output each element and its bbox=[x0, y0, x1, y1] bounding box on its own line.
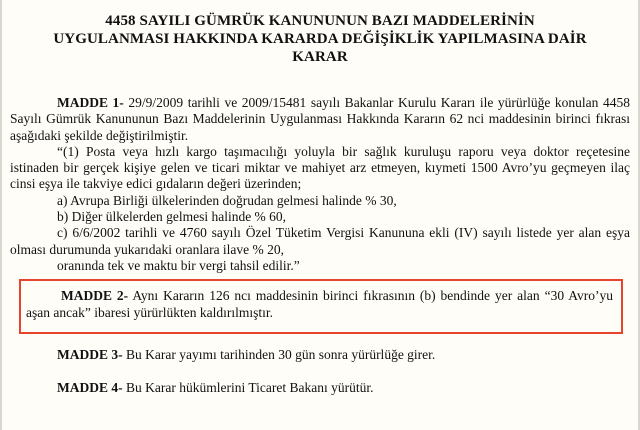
madde-1-label: MADDE 1- bbox=[57, 95, 124, 110]
paragraph-fikra-1: “(1) Posta veya hızlı kargo taşımacılığı yoluyla bir sağlık kuruluşu raporu veya doktor reçetesine istinaden bir gerçek kişiye gelen ve ticari miktar ve mahiyet arz etmeyen, kıymeti 1500 Avro’yu geçmeyen ilaç cinsi eşya ile takviye edici gıdaların değeri üzerinden; bbox=[10, 143, 630, 192]
paragraph-bent-c: c) 6/6/2002 tarihli ve 4760 sayılı Özel Tüketim Vergisi Kanununa ekli (IV) sayılı listede yer alan eşya olması durumunda yukarıdaki oranlara ilave % 20, bbox=[10, 225, 630, 257]
highlight-box bbox=[19, 279, 623, 334]
title-line-3: KARAR bbox=[292, 49, 348, 65]
madde-2-label: MADDE 2- bbox=[61, 288, 129, 304]
paragraph-madde-3 bbox=[10, 347, 630, 363]
madde-1-text: 29/9/2009 tarihli ve 2009/15481 sayılı Bakanlar Kurulu Kararı ile yürürlüğe konulan 4458 Sayılı Gümrük Kanununun Bazı Maddelerinin Uygulanması Hakkında Kararın 62 nci maddesinin birinci fıkrası aşağıdaki şekilde değiştirilmiştir. bbox=[10, 95, 630, 143]
madde-4-text: Bu Karar hükümlerini Ticaret Bakanı yürütür. bbox=[122, 380, 374, 396]
document-title bbox=[2, 12, 638, 66]
madde-2-text: Aynı Kararın 126 ncı maddesinin birinci fıkrasının (b) bendinde yer alan “30 Avro’yu aşan ancak” ibaresi yürürlükten kaldırılmıştır. bbox=[26, 288, 613, 320]
document-body bbox=[10, 95, 630, 396]
paragraph-bent-b: b) Diğer ülkelerden gelmesi halinde % 60, bbox=[57, 209, 287, 225]
title-line-1: 4458 SAYILI GÜMRÜK KANUNUNUN BAZI MADDELERİNİN bbox=[105, 13, 535, 29]
paragraph-madde-4 bbox=[10, 380, 630, 396]
madde-3-label: MADDE 3- bbox=[57, 346, 123, 362]
paragraph-madde-2 bbox=[26, 288, 613, 321]
paragraph-oran: oranında tek ve maktu bir vergi tahsil edilir.” bbox=[57, 257, 300, 273]
madde-4-label: MADDE 4- bbox=[57, 380, 123, 396]
title-line-2: UYGULANMASI HAKKINDA KARARDA DEĞİŞİKLİK YAPILMASINA DAİR bbox=[53, 31, 587, 47]
paragraph-madde-1 bbox=[10, 95, 630, 144]
paragraph-bent-a: a) Avrupa Birliği ülkelerinden doğrudan gelmesi halinde % 30, bbox=[57, 192, 397, 208]
madde-3-text: Bu Karar yayımı tarihinden 30 gün sonra yürürlüğe girer. bbox=[122, 346, 436, 362]
